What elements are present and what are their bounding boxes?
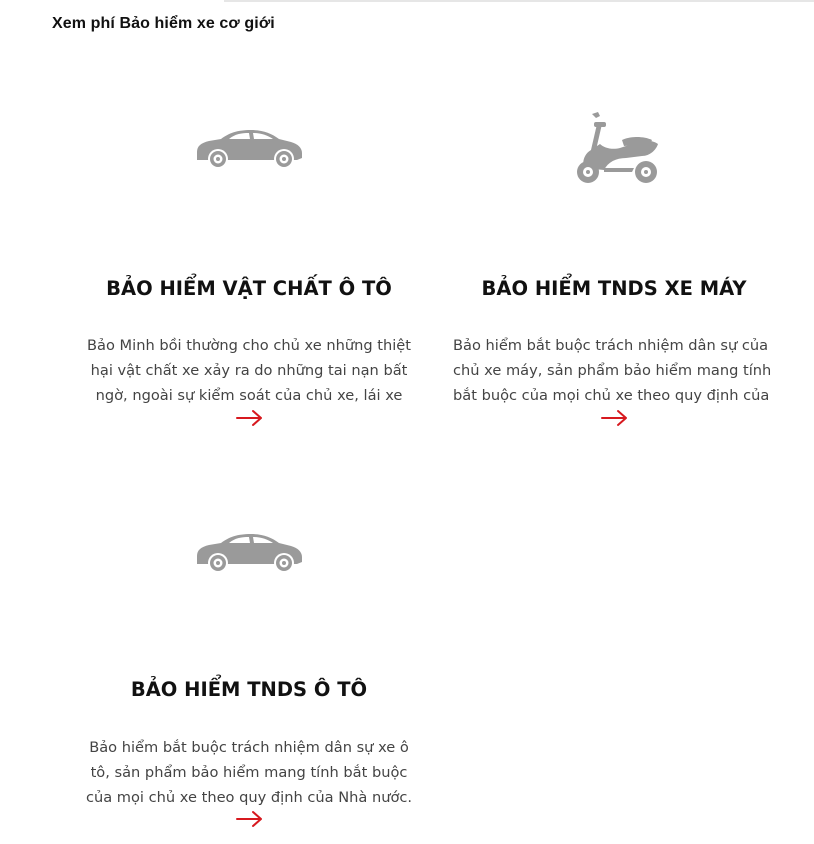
card-description: Bảo hiểm bắt buộc trách nhiệm dân sự xe ô tô, sản phẩm bảo hiểm mang tính bắt buộc của mọi chủ xe theo quy định của Nhà nước. [85, 739, 413, 806]
card-title: BẢO HIỂM TNDS XE MÁY [481, 277, 747, 300]
arrow-right-icon[interactable] [236, 409, 264, 427]
arrow-right-icon[interactable] [601, 409, 629, 427]
page-title: Xem phí Bảo hiểm xe cơ giới [52, 15, 275, 32]
motorbike-icon [429, 110, 799, 186]
car-icon [64, 122, 434, 172]
top-divider [224, 0, 814, 2]
arrow-right-icon[interactable] [236, 810, 264, 828]
card-title: BẢO HIỂM VẬT CHẤT Ô TÔ [106, 277, 392, 300]
car-icon [64, 526, 434, 576]
card-description: Bảo hiểm bắt buộc trách nhiệm dân sự của chủ xe máy, sản phẩm bảo hiểm mang tính bắt buộc của mọi chủ xe theo quy định của [453, 337, 772, 404]
card-description: Bảo Minh bồi thường cho chủ xe những thiệt hại vật chất xe xảy ra do những tai nạn bất ngờ, ngoài sự kiểm soát của chủ xe, lái xe [87, 337, 411, 404]
card-title: BẢO HIỂM TNDS Ô TÔ [130, 678, 368, 701]
